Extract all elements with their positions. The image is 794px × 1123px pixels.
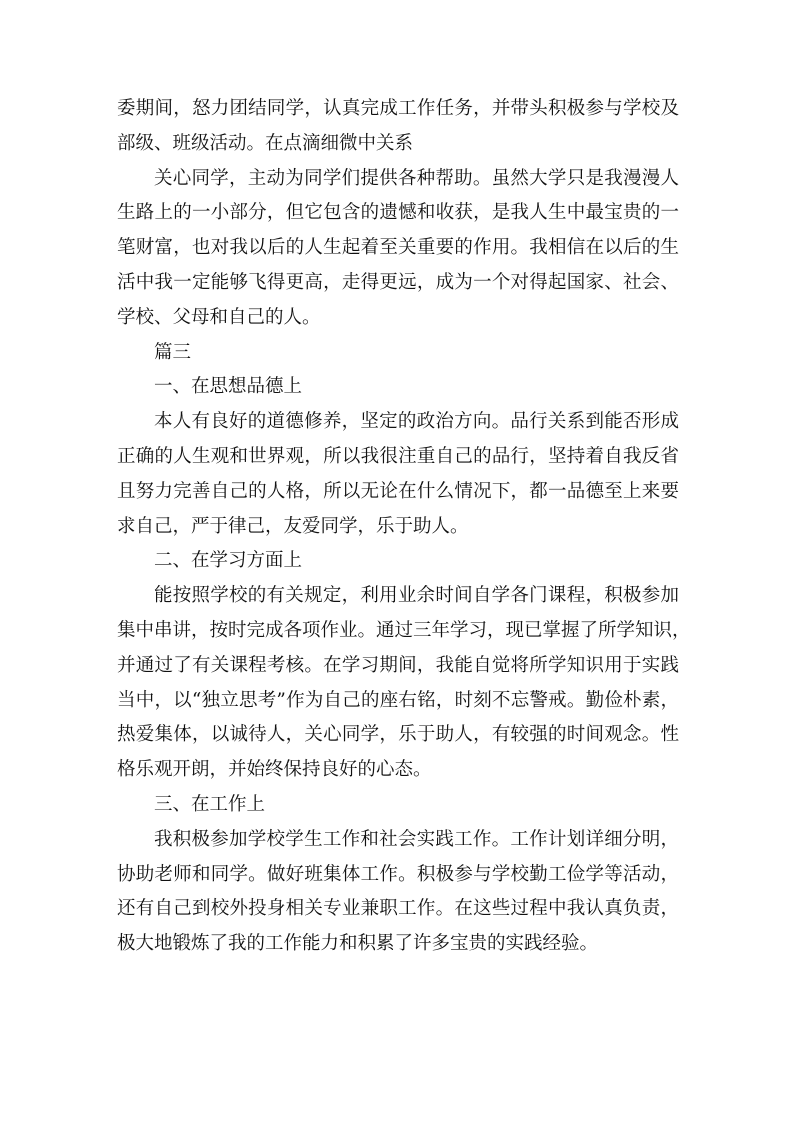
text-line: 部级、班级活动。在点滴细微中关系 bbox=[117, 132, 414, 154]
text-line: 笔财富，也对我以后的人生起着至关重要的作用。我相信在以后的生 bbox=[117, 237, 679, 259]
text-line: 热爱集体，以诚待人，关心同学，乐于助人，有较强的时间观念。性 bbox=[117, 724, 679, 746]
text-line: 集中串讲，按时完成各项作业。通过三年学习，现已掌握了所学知识， bbox=[117, 619, 691, 641]
text-line: 且努力完善自己的人格，所以无论在什么情况下，都一品德至上来要 bbox=[117, 480, 679, 502]
paragraph-first-line: 我积极参加学校学生工作和社会实践工作。工作计划详细分明， bbox=[154, 828, 679, 850]
text-line: 活中我一定能够飞得更高，走得更远，成为一个对得起国家、社会、 bbox=[117, 271, 679, 293]
section-heading: 三、在工作上 bbox=[154, 793, 266, 815]
text-line: 正确的人生观和世界观，所以我很注重自己的品行，坚持着自我反省 bbox=[117, 445, 679, 467]
text-line: 协助老师和同学。做好班集体工作。积极参与学校勤工俭学等活动， bbox=[117, 863, 679, 885]
text-line: 极大地锻炼了我的工作能力和积累了许多宝贵的实践经验。 bbox=[117, 933, 599, 955]
paragraph-first-line: 能按照学校的有关规定，利用业余时间自学各门课程，积极参加 bbox=[154, 585, 679, 607]
section-heading: 二、在学习方面上 bbox=[154, 550, 303, 572]
text-line: 还有自己到校外投身相关专业兼职工作。在这些过程中我认真负责， bbox=[117, 898, 679, 920]
text-line: 学校、父母和自己的人。 bbox=[117, 306, 321, 328]
text-line: 格乐观开朗，并始终保持良好的心态。 bbox=[117, 759, 432, 781]
text-line: 求自己，严于律己，友爱同学，乐于助人。 bbox=[117, 515, 469, 537]
text-line: 并通过了有关课程考核。在学习期间，我能自觉将所学知识用于实践 bbox=[117, 654, 679, 676]
text-line: 委期间，怒力团结同学，认真完成工作任务，并带头积极参与学校及 bbox=[117, 98, 679, 119]
document-body bbox=[117, 92, 691, 962]
text-line: 当中，以“独立思考”作为自己的座右铭，时刻不忘警戒。勤俭朴素， bbox=[117, 689, 679, 711]
paragraph-first-line: 本人有良好的道德修养，坚定的政治方向。品行关系到能否形成 bbox=[154, 411, 679, 433]
section-heading: 一、在思想品德上 bbox=[154, 376, 303, 398]
section-title: 篇三 bbox=[154, 341, 192, 363]
paragraph-first-line: 关心同学，主动为同学们提供各种帮助。虽然大学只是我漫漫人 bbox=[154, 167, 679, 189]
text-line: 生路上的一小部分，但它包含的遗憾和收获，是我人生中最宝贵的一 bbox=[117, 202, 679, 224]
